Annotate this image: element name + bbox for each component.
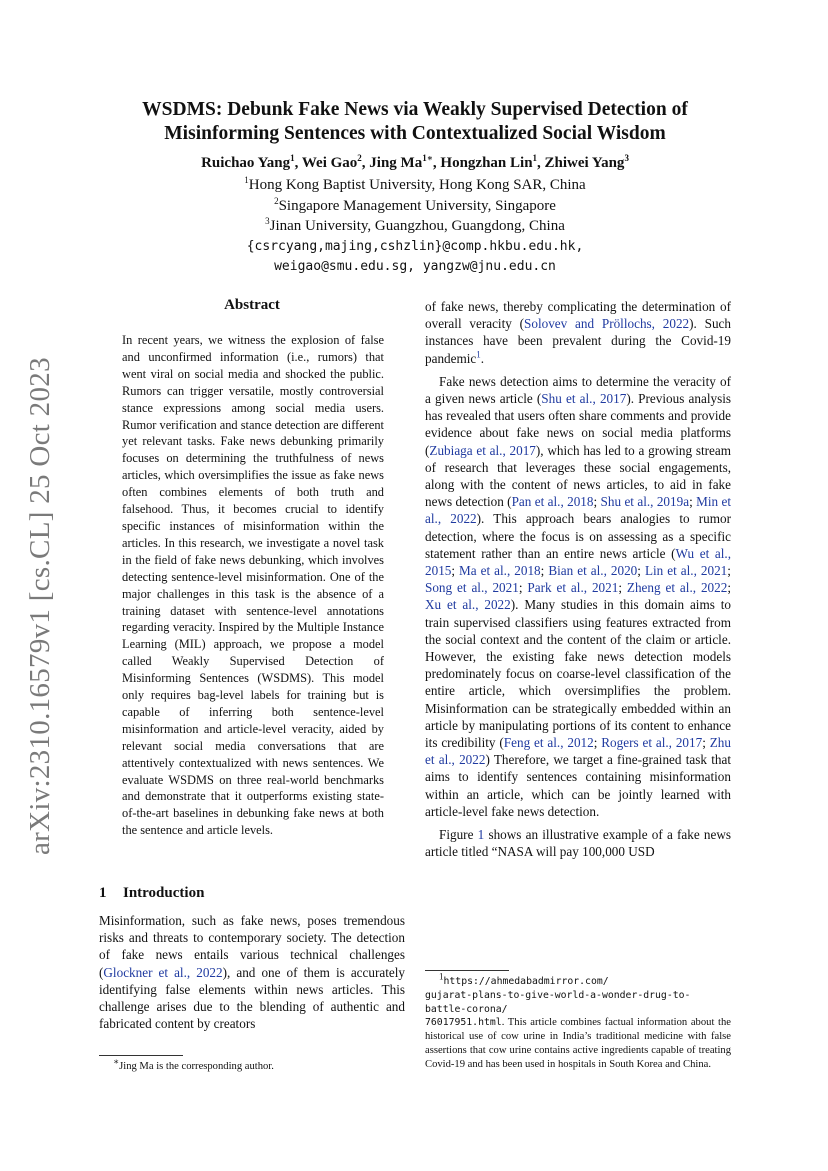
author-name: Jing Ma (369, 155, 423, 171)
citation-link[interactable]: Bian et al., 2020 (548, 563, 638, 579)
footnote-text: $^1$https://ahmedabadmirror.com/ gujarat-plans-to-give-world-a-wonder-drug-to-battle-corona/ 76017951.html. This article combines factual information about the historical use of cow urine in India’s traditional medicine with false assertions that cow urine contains active ingredients capable of treating Covid-19 and has been used in hospitals in South Korea and China. (425, 971, 731, 1070)
citation-link[interactable]: Solovev and Pröllochs, 2022 (524, 316, 690, 332)
citation-link[interactable]: Glockner et al., 2022 (103, 964, 223, 980)
citation-link[interactable]: Min et al., 2022 (425, 494, 731, 527)
footnote-marker[interactable]: 1 (476, 349, 481, 360)
section-heading (99, 885, 405, 902)
arxiv-identifier: arXiv:2310.16579v1 [cs.CL] 25 Oct 2023 (24, 357, 56, 855)
author-name: Hongzhan Lin (440, 155, 533, 171)
citation-link[interactable]: Rogers et al., 2017 (601, 735, 703, 751)
citation-link[interactable]: Xu et al., 2022 (425, 597, 511, 613)
paragraph: Fake news detection aims to determine the veracity of a given news article (Shu et al., 2017). Previous analysis has revealed that users often share comments and provide evidence about fake news on social media platforms (Zubiaga et al., 2017), which has led to a growing stream of research that leverages these social engagements, along with the content of news articles, to aid in fake news detection (Pan et al., 2018; Shu et al., 2019a; Min et al., 2022). This approach bears analogies to rumor detection, where the focus is on assessing as a specific statement rather than an entire news article (Wu et al., 2015; Ma et al., 2018; Bian et al., 2020; Lin et al., 2021; Song et al., 2021; Park et al., 2021; Zheng et al., 2022; Xu et al., 2022). Many studies in this domain aims to train supervised classifiers using features extracted from the social context and the content of the claim or article. However, the existing fake news detection models predominately focus on coarse-level classification of the entire article, which oversimplifies the problem. Misinformation can be strategically embedded within an article by manipulating portions of its content to enhance its credibility (Feng et al., 2012; Rogers et al., 2017; Zhu et al., 2022) Therefore, we target a fine-grained task that aims to identify sentences containing misinformation within an article, which can be jointly learned with article-level fake news detection. (425, 373, 732, 819)
footnote-url[interactable]: gujarat-plans-to-give-world-a-wonder-drug-to-battle-corona/ (425, 989, 691, 1015)
affiliation: $^1$Hong Kong Baptist University, Hong Kong SAR, China (244, 175, 586, 193)
citation-link[interactable]: Zubiaga et al., 2017 (429, 442, 536, 458)
citation-link[interactable]: Lin et al., 2021 (644, 563, 728, 579)
citation-link[interactable]: Park et al., 2021 (527, 580, 619, 596)
abstract-body: In recent years, we witness the explosion of false and unconfirmed information (i.e., rumors) that went viral on social media and shocked the public. Rumors can trigger versatile, mostly controversial stance expressions among social media users. Rumor verification and stance detection are different yet relevant tasks. Fake news debunking primarily focuses on determining the truthfulness of news articles, which oversimplifies the issue as fake news often combines elements of both truth and falsehood. Thus, it becomes crucial to identify specific instances of misinformation within the articles. In this research, we investigate a novel task in the field of fake news debunking, which involves detecting sentence-level misinformation. One of the major challenges in this task is the absence of a training dataset with sentence-level annotations regarding veracity. Inspired by the Multiple Instance Learning (MIL) approach, we propose a model called Weakly Supervised Detection of Misinforming Sentences (WSDMS). This model only requires bag-level labels for training but is capable of inferring both sentence-level misinformation and article-level veracity, aided by relevant social media conversations that are attentively contextualized with news sentences. We evaluate WSDMS on three real-world benchmarks and demonstrate that it outperforms existing state-of-the-art baselines in debunking fake news at both the sentence and article levels. (122, 333, 384, 838)
title-line-1: WSDMS: Debunk Fake News via Weakly Supervised Detection of (142, 99, 688, 120)
author-list: Ruichao Yang$^1$, Wei Gao$^2$, Jing $Ma^{1∗}$, Hongzhan Lin$^1$, Zhiwei Yang$^3$ (201, 153, 629, 171)
paragraph: of fake news, thereby complicating the determination of overall veracity (Solovev and Pröllochs, 2022). Such instances have been prevalent during the Covid-19 pandemic$^1$. (425, 299, 731, 366)
citation-link[interactable]: Pan et al., 2018 (511, 494, 594, 510)
email-line: weigao@smu.edu.sg, yangzw@jnu.edu.cn (274, 259, 556, 274)
figure-reference-link[interactable]: 1 (477, 827, 485, 843)
email-line: {csrcyang,majing,cshzlin}@comp.hkbu.edu.hk, (246, 238, 584, 254)
citation-link[interactable]: Feng et al., 2012 (503, 735, 594, 751)
citation-link[interactable]: Shu et al., 2019a (600, 494, 690, 510)
author-name: Zhiwei Yang (544, 155, 625, 171)
left-column-text (99, 912, 405, 1032)
footnote-rule (425, 970, 509, 971)
affiliation: $^2$Singapore Management University, Singapore (274, 195, 556, 214)
citation-link[interactable]: Zheng et al., 2022 (626, 580, 728, 596)
title-line-2: Misinforming Sentences with Contextualized Social Wisdom (164, 123, 666, 144)
left-footnote (99, 1055, 405, 1074)
footnote-rule (99, 1055, 183, 1056)
right-footnote (425, 970, 731, 1072)
footnote-url[interactable]: 76017951.html (425, 1017, 502, 1029)
right-column-text (425, 298, 731, 861)
affiliations (100, 175, 730, 278)
footnote-url[interactable]: https://ahmedabadmirror.com/ (443, 976, 609, 987)
section-title: Introduction (123, 885, 205, 901)
section-number: 1 (99, 885, 107, 901)
citation-link[interactable]: Ma et al., 2018 (459, 563, 541, 579)
citation-link[interactable]: Zhu et al., 2022 (425, 735, 731, 768)
citation-link[interactable]: Song et al., 2021 (425, 580, 519, 596)
citation-link[interactable]: Wu et al., 2015 (425, 545, 732, 579)
author-name: Wei Gao (301, 155, 358, 171)
citation-link[interactable]: Shu et al., 2017 (541, 391, 627, 407)
abstract-heading: Abstract (224, 297, 280, 313)
author-name: Ruichao Yang (201, 155, 291, 171)
intro-paragraph: Misinformation, such as fake news, poses tremendous risks and threats to contemporary society. The detection of fake news entails various technical challenges (Glockner et al., 2022), and one of them is accurately identifying false elements within news articles. This challenge arises due to the blending of authentic and fabricated content by creators (99, 913, 405, 1032)
footnote-text: ∗Jing Ma is the corresponding author. (113, 1056, 274, 1072)
affiliation: $^3$Jinan University, Guangzhou, Guangdong, China (265, 216, 565, 234)
paragraph: Figure 1 shows an illustrative example of a fake news article titled “NASA will pay 100,000 USD (425, 827, 731, 860)
paper-title (100, 98, 730, 146)
